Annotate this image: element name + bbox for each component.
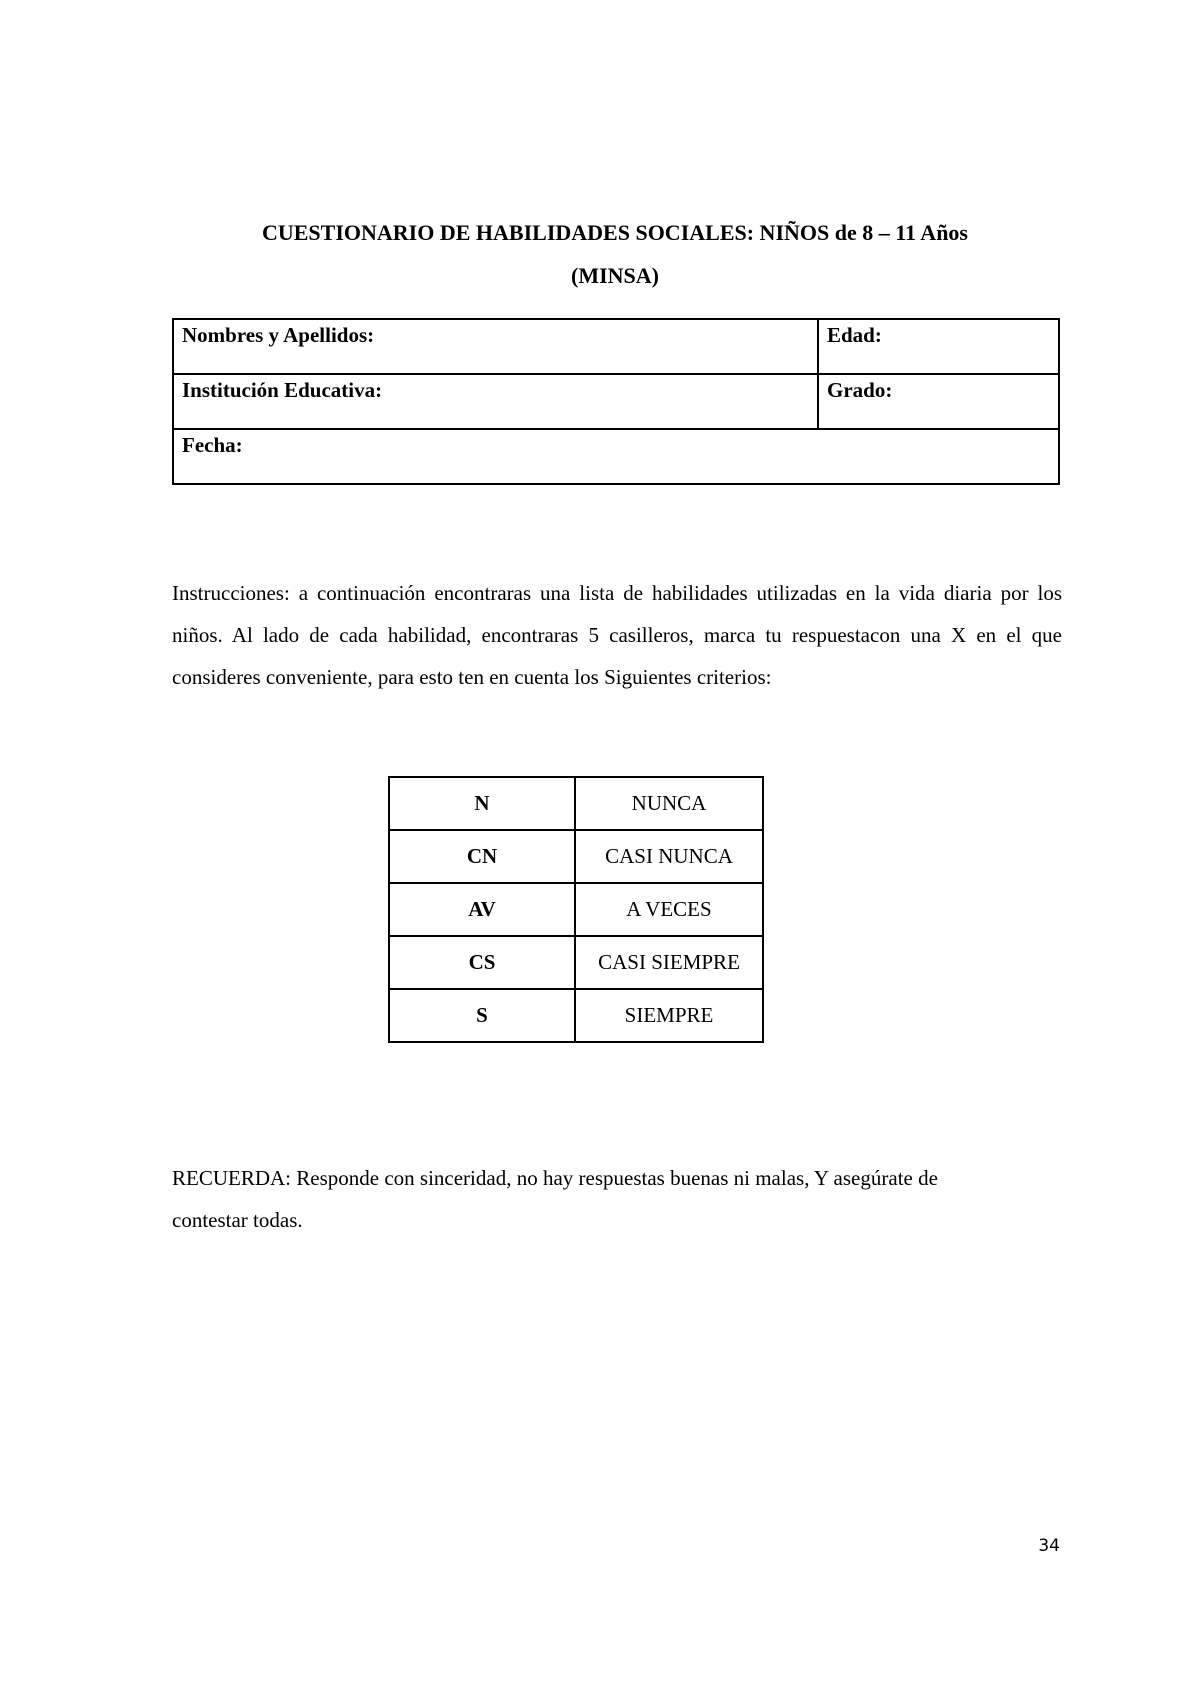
- info-row-institution: [173, 374, 1059, 429]
- date-field[interactable]: Fecha:: [173, 429, 1059, 484]
- criteria-label: A VECES: [575, 883, 763, 936]
- criteria-code: CS: [389, 936, 575, 989]
- criteria-row: [389, 989, 763, 1042]
- info-row-date: [173, 429, 1059, 484]
- criteria-table: [388, 776, 764, 1043]
- student-info-table: [172, 318, 1060, 485]
- names-field[interactable]: Nombres y Apellidos:: [173, 319, 818, 374]
- document-subtitle: (MINSA): [571, 263, 659, 288]
- criteria-code: AV: [389, 883, 575, 936]
- criteria-row: [389, 883, 763, 936]
- criteria-row: [389, 830, 763, 883]
- criteria-label: SIEMPRE: [575, 989, 763, 1042]
- criteria-code: CN: [389, 830, 575, 883]
- document-title: CUESTIONARIO DE HABILIDADES SOCIALES: NIÑOS de 8 – 11 Años: [261, 220, 968, 245]
- reminder-paragraph: RECUERDA: Responde con sinceridad, no hay respuestas buenas ni malas, Y asegúrate de contestar todas.: [172, 1166, 938, 1232]
- page-number: 34: [1038, 1536, 1060, 1556]
- criteria-row: [389, 777, 763, 830]
- institution-field[interactable]: Institución Educativa:: [173, 374, 818, 429]
- info-row-names: [173, 319, 1059, 374]
- criteria-label: CASI NUNCA: [575, 830, 763, 883]
- criteria-row: [389, 936, 763, 989]
- criteria-code: S: [389, 989, 575, 1042]
- criteria-code: N: [389, 777, 575, 830]
- criteria-label: CASI SIEMPRE: [575, 936, 763, 989]
- grade-field[interactable]: Grado:: [818, 374, 1059, 429]
- criteria-label: NUNCA: [575, 777, 763, 830]
- instructions-paragraph: Instrucciones: a continuación encontraras una lista de habilidades utilizadas en la vida diaria por los niños. Al lado de cada habilidad, encontraras 5 casilleros, marca tu respuestacon una X en el que consideres conveniente, para esto ten en cuenta los Siguientes criterios:: [172, 581, 1062, 689]
- age-field[interactable]: Edad:: [818, 319, 1059, 374]
